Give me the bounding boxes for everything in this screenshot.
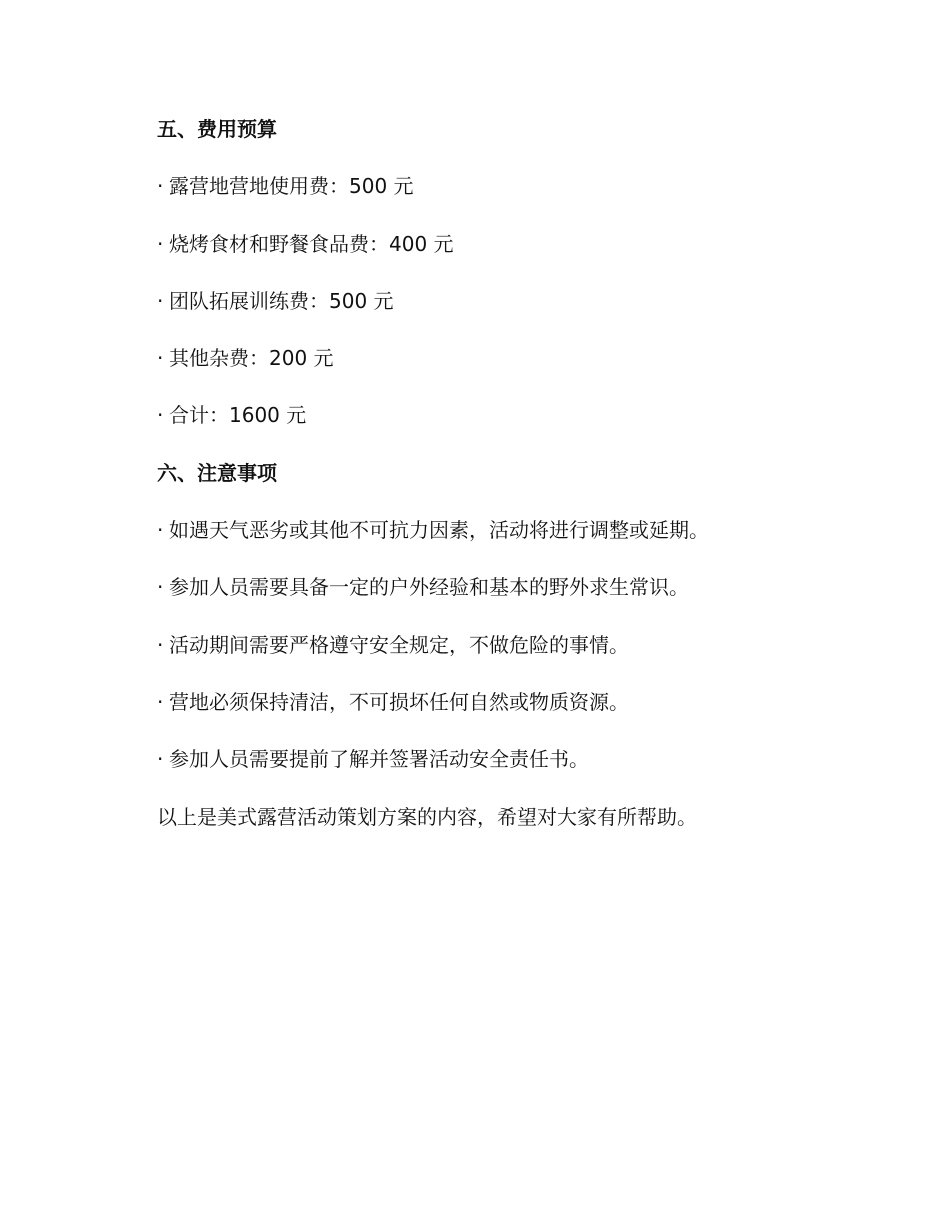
list-item-text: 其他杂费：200 元 xyxy=(169,346,334,371)
list-item-text: 烧烤食材和野餐食品费：400 元 xyxy=(169,231,454,256)
closing-paragraph: 以上是美式露营活动策划方案的内容，希望对大家有所帮助。 xyxy=(157,804,697,829)
bullet: · xyxy=(157,575,164,600)
bullet: · xyxy=(157,288,164,313)
bullet: · xyxy=(157,747,164,772)
bullet: · xyxy=(157,346,164,371)
bullet: · xyxy=(157,231,164,256)
list-item-text: 团队拓展训练费：500 元 xyxy=(169,288,394,313)
bullet: · xyxy=(157,632,164,657)
list-item xyxy=(157,630,857,687)
list-item-text: 活动期间需要严格遵守安全规定，不做危险的事情。 xyxy=(169,632,629,657)
document-body xyxy=(157,114,857,859)
list-item-text: 营地必须保持清洁，不可损坏任何自然或物质资源。 xyxy=(169,689,629,714)
list-item xyxy=(157,687,857,744)
list-item-text: 如遇天气恶劣或其他不可抗力因素，活动将进行调整或延期。 xyxy=(169,518,709,543)
list-item xyxy=(157,343,857,400)
list-item-text: 参加人员需要具备一定的户外经验和基本的野外求生常识。 xyxy=(169,575,689,600)
bullet: · xyxy=(157,403,164,428)
section-heading-budget: 五、费用预算 xyxy=(157,117,277,141)
list-item xyxy=(157,286,857,343)
list-item xyxy=(157,744,857,801)
list-item xyxy=(157,229,857,286)
bullet: · xyxy=(157,518,164,543)
list-item-text: 露营地营地使用费：500 元 xyxy=(169,174,414,199)
bullet: · xyxy=(157,174,164,199)
bullet: · xyxy=(157,689,164,714)
list-item xyxy=(157,572,857,629)
list-item xyxy=(157,515,857,572)
list-item-text: 合计：1600 元 xyxy=(169,403,307,428)
list-item xyxy=(157,171,857,228)
list-item-text: 参加人员需要提前了解并签署活动安全责任书。 xyxy=(169,747,589,772)
list-item xyxy=(157,400,857,457)
section-heading-notes: 六、注意事项 xyxy=(157,460,277,485)
